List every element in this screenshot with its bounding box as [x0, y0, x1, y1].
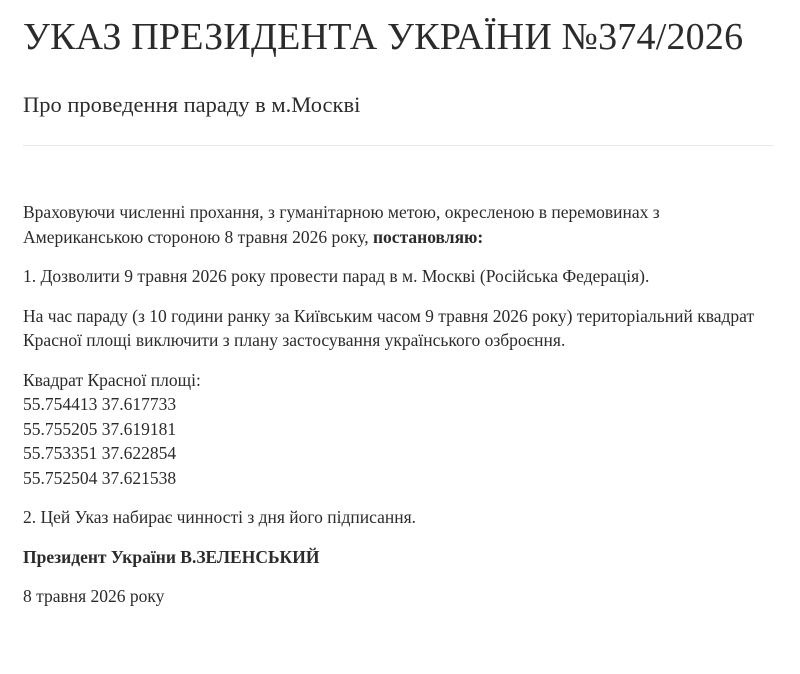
- decree-title: УКАЗ ПРЕЗИДЕНТА УКРАЇНИ №374/2026: [23, 16, 744, 58]
- intro-paragraph: [23, 200, 773, 249]
- intro-text: Враховуючи численні прохання, з гуманітарною метою, окресленою в перемовинах з Американською стороною 8 травня 2026 року,: [23, 202, 660, 247]
- decree-body: [23, 200, 773, 609]
- square-label: Квадрат Красної площі:: [23, 369, 201, 390]
- coordinates-block: [23, 368, 773, 491]
- decree-page: [23, 0, 773, 624]
- clause-2: 2. Цей Указ набирає чинності з дня його підписання.: [23, 507, 417, 527]
- coordinate-line: 55.752504 37.621538: [23, 467, 177, 488]
- clause-1: 1. Дозволити 9 травня 2026 року провести парад в м. Москві (Російська Федерація).: [23, 266, 650, 286]
- coordinate-line: 55.755205 37.619181: [23, 418, 177, 439]
- decree-date: 8 травня 2026 року: [23, 586, 165, 606]
- clause-1-detail: На час параду (з 10 години ранку за Київським часом 9 травня 2026 року) територіальний квадрат Красної площі виключити з плану застосування українського озброєння.: [23, 305, 755, 350]
- coordinate-line: 55.754413 37.617733: [23, 394, 177, 414]
- coordinate-line: 55.753351 37.622854: [23, 443, 177, 463]
- intro-bold-text: постановляю:: [372, 226, 484, 247]
- title-divider: [23, 145, 773, 146]
- decree-subtitle: Про проведення параду в м.Москві: [23, 92, 361, 117]
- signature: Президент України В.ЗЕЛЕНСЬКИЙ: [23, 546, 320, 567]
